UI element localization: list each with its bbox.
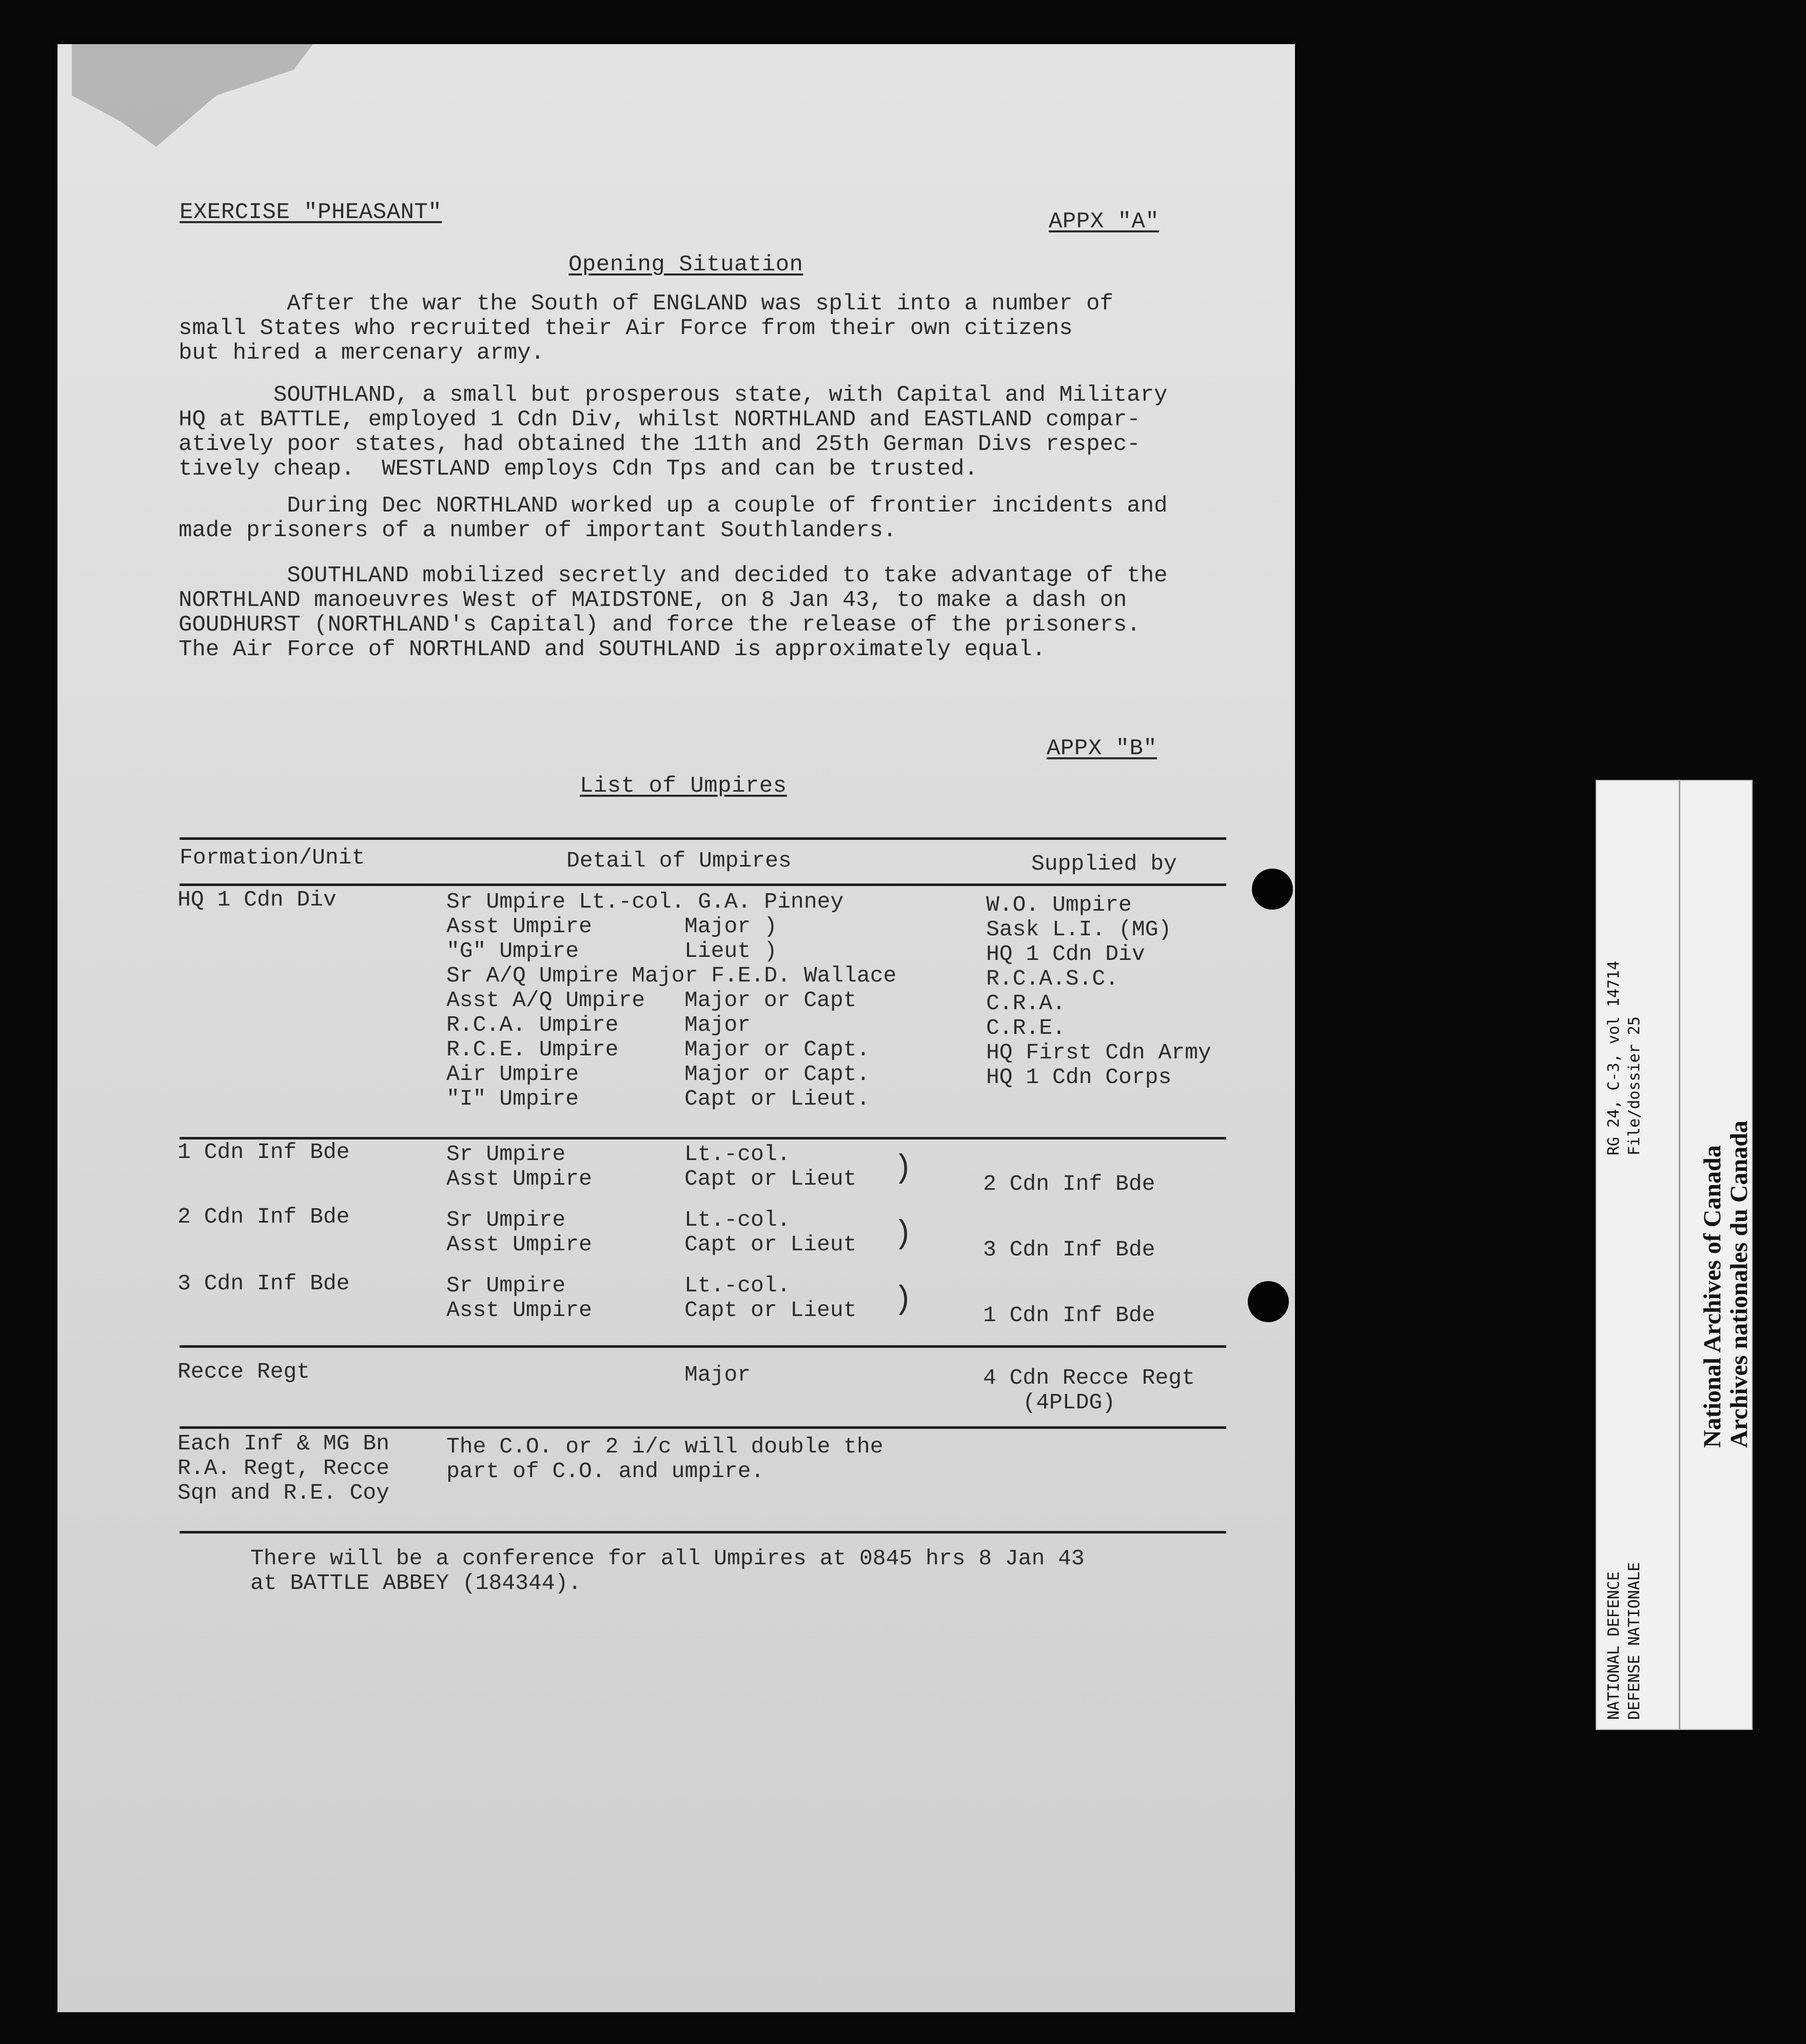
div-hq-ranks: Major ) Lieut ) Major or Capt Major Major or Capt. Major or Capt. Capt or Lieut. bbox=[684, 914, 870, 1111]
bde2-supplied: 3 Cdn Inf Bde bbox=[983, 1237, 1155, 1262]
unit-recce: Recce Regt bbox=[178, 1359, 310, 1384]
unit-1-bde: 1 Cdn Inf Bde bbox=[178, 1139, 350, 1165]
div-hq-supplied: W.O. Umpire Sask L.I. (MG) HQ 1 Cdn Div R.C.A.S.C. C.R.A. C.R.E. HQ First Cdn Army HQ 1 Cdn Corps bbox=[986, 892, 1211, 1090]
div-hq-roles: Sr Umpire Lt.-col. G.A. Pinney Asst Umpire "G" Umpire Sr A/Q Umpire Major F.E.D. Wallace Asst A/Q Umpire R.C.A. Umpire R.C.E. Umpire Air Umpire "I" Umpire bbox=[446, 889, 897, 1111]
unit-2-bde: 2 Cdn Inf Bde bbox=[178, 1204, 350, 1229]
appx-b-label: APPX "B" bbox=[1047, 736, 1157, 761]
archive-label bbox=[1596, 780, 1753, 1730]
archive-file: File/dossier 25 bbox=[1625, 1016, 1643, 1155]
bde1-roles: Sr Umpire Asst Umpire bbox=[446, 1142, 592, 1191]
paragraph-2: SOUTHLAND, a small but prosperous state, with Capital and Military HQ at BATTLE, employed 1 Cdn Div, whilst NORTHLAND and EASTLAND compar- atively poor states, had obtained the 11th and 25th German Divs respec- tively cheap. WESTLAND employs Cdn Tps and can be trusted. bbox=[179, 382, 1168, 482]
bde1-ranks: Lt.-col. Capt or Lieut bbox=[684, 1142, 857, 1191]
table-rule bbox=[180, 883, 1226, 886]
dept-fr: DEFENSE NATIONALE bbox=[1625, 1562, 1643, 1720]
bde3-roles: Sr Umpire Asst Umpire bbox=[446, 1273, 592, 1323]
recce-supplied: 4 Cdn Recce Regt (4PLDG) bbox=[983, 1365, 1195, 1415]
archive-name-fr: Archives nationales du Canada bbox=[1725, 1121, 1753, 1448]
appx-a-label: APPX "A" bbox=[1049, 209, 1160, 234]
archive-ref: RG 24, C-3, vol 14714 bbox=[1605, 960, 1623, 1155]
unit-each: Each Inf & MG Bn R.A. Regt, Recce Sqn and R.E. Coy bbox=[178, 1431, 389, 1505]
brace: ) bbox=[894, 1282, 913, 1319]
exercise-title: EXERCISE "PHEASANT" bbox=[180, 200, 442, 225]
header-formation: Formation/Unit bbox=[180, 845, 365, 870]
punch-hole bbox=[1252, 869, 1293, 910]
bde2-roles: Sr Umpire Asst Umpire bbox=[446, 1207, 592, 1257]
punch-hole bbox=[1248, 1281, 1289, 1322]
paragraph-1: After the war the South of ENGLAND was split into a number of small States who recruited their Air Force from their own citizens but hired a mercenary army. bbox=[179, 291, 1113, 366]
brace: ) bbox=[894, 1216, 913, 1253]
brace: ) bbox=[894, 1150, 913, 1187]
bde1-supplied: 2 Cdn Inf Bde bbox=[983, 1171, 1155, 1196]
table-rule bbox=[180, 1345, 1226, 1348]
bde3-supplied: 1 Cdn Inf Bde bbox=[983, 1303, 1155, 1328]
table-rule bbox=[180, 837, 1226, 840]
unit-3-bde: 3 Cdn Inf Bde bbox=[178, 1271, 350, 1296]
archive-name-en: National Archives of Canada bbox=[1699, 1145, 1726, 1448]
umpires-title: List of Umpires bbox=[580, 773, 787, 799]
recce-rank: Major bbox=[684, 1362, 751, 1387]
bde2-ranks: Lt.-col. Capt or Lieut bbox=[684, 1207, 857, 1257]
paragraph-4: SOUTHLAND mobilized secretly and decided to take advantage of the NORTHLAND manoeuvres West of MAIDSTONE, on 8 Jan 43, to make a dash on GOUDHURST (NORTHLAND's Capital) and force the release of the prisoners. The Air Force of NORTHLAND and SOUTHLAND is approximately equal. bbox=[179, 563, 1168, 662]
each-detail: The C.O. or 2 i/c will double the part of C.O. and umpire. bbox=[446, 1434, 884, 1484]
header-supplied: Supplied by bbox=[1031, 851, 1177, 876]
section-title: Opening Situation bbox=[568, 252, 803, 278]
conference-note: There will be a conference for all Umpires at 0845 hrs 8 Jan 43 at BATTLE ABBEY (184344). bbox=[250, 1546, 1085, 1596]
dept-en: NATIONAL DEFENCE bbox=[1605, 1571, 1623, 1720]
tag-divider bbox=[1679, 781, 1680, 1729]
table-rule bbox=[180, 1531, 1226, 1534]
unit-div-hq: HQ 1 Cdn Div bbox=[178, 887, 337, 912]
table-rule bbox=[180, 1426, 1226, 1429]
bde3-ranks: Lt.-col. Capt or Lieut bbox=[684, 1273, 857, 1323]
paragraph-3: During Dec NORTHLAND worked up a couple of frontier incidents and made prisoners of a number of important Southlanders. bbox=[179, 493, 1168, 543]
header-detail: Detail of Umpires bbox=[566, 848, 792, 873]
